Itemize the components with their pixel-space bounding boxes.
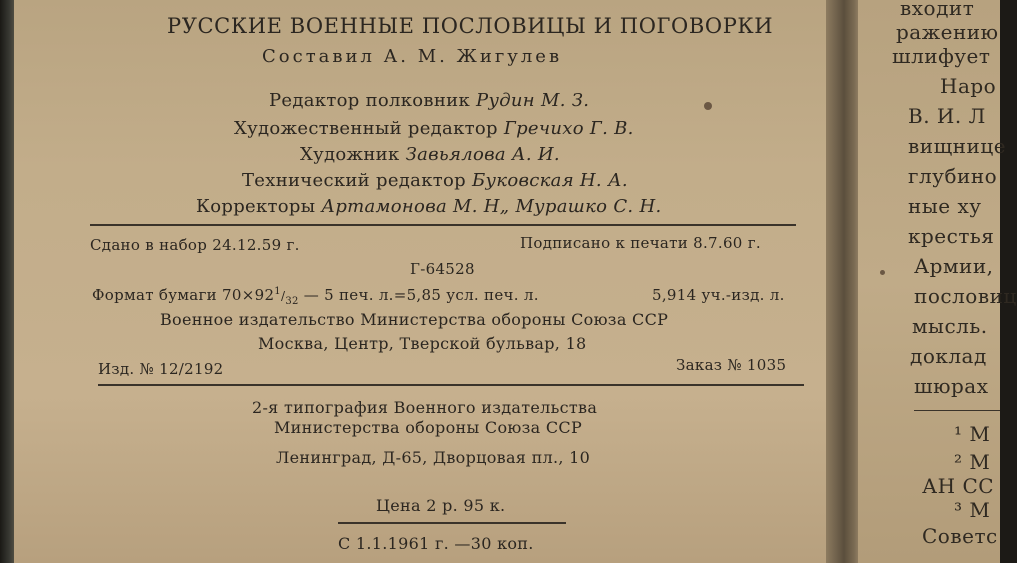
paper-format: Формат бумаги $70\times 92^1/_{32}$ — 5 печ. л.=5,85 усл. печ. л. bbox=[92, 286, 539, 307]
credit-role: Художник bbox=[300, 144, 400, 165]
book-title: РУССКИЕ ВОЕННЫЕ ПОСЛОВИЦЫ И ПОГОВОРКИ bbox=[167, 14, 774, 38]
credit-tech-editor bbox=[242, 170, 628, 191]
credit-person: Артамонова М. Н„ Мурашко С. Н. bbox=[321, 196, 662, 217]
submitted-date: Сдано в набор 24.12.59 г. bbox=[90, 236, 300, 254]
credit-proofreaders bbox=[196, 196, 661, 217]
signed-date: Подписано к печати 8.7.60 г. bbox=[520, 234, 761, 252]
publisher-address: Москва, Центр, Тверской бульвар, 18 bbox=[258, 334, 587, 353]
credit-person: Буковская Н. А. bbox=[472, 170, 628, 191]
fragment: шлифует bbox=[892, 44, 991, 68]
credit-role: Художественный редактор bbox=[234, 118, 498, 139]
publisher-sheets: 5,914 уч.-изд. л. bbox=[652, 286, 785, 304]
fragment: крестья bbox=[908, 224, 995, 248]
right-page bbox=[858, 0, 1017, 563]
credit-role: Корректоры bbox=[196, 196, 316, 217]
credit-role: Редактор полковник bbox=[269, 90, 471, 111]
left-page bbox=[14, 0, 830, 563]
ink-spot bbox=[704, 102, 712, 110]
print-code: Г-64528 bbox=[410, 260, 475, 278]
divider-price bbox=[338, 522, 566, 524]
footnote-rule bbox=[914, 410, 1000, 411]
format-rest: — 5 печ. л.=5,85 усл. печ. л. bbox=[303, 286, 539, 304]
footnote: АН СС bbox=[922, 474, 995, 498]
ink-spot bbox=[880, 270, 885, 275]
credit-editor bbox=[269, 90, 589, 111]
price: Цена 2 р. 95 к. bbox=[376, 496, 506, 515]
credit-role: Технический редактор bbox=[242, 170, 466, 191]
footnote: Советс bbox=[922, 524, 998, 548]
format-sub: 32 bbox=[285, 296, 299, 307]
fragment: Наро bbox=[940, 74, 997, 98]
publication-number: Изд. № 12/2192 bbox=[98, 360, 224, 378]
credit-art-editor bbox=[234, 118, 634, 139]
fragment: В. И. Л bbox=[908, 104, 986, 128]
fragment: ные ху bbox=[908, 194, 982, 218]
fragment: входит bbox=[900, 0, 975, 20]
fragment: шюрах bbox=[914, 374, 989, 398]
divider-top bbox=[90, 224, 796, 226]
footnote: ³ М bbox=[954, 498, 991, 522]
printer-address: Ленинград, Д-65, Дворцовая пл., 10 bbox=[276, 448, 591, 467]
fragment: Армии, bbox=[914, 254, 994, 278]
fragment: глубино bbox=[908, 164, 998, 188]
compiler-line: Составил А. М. Жигулев bbox=[262, 46, 563, 67]
credit-person: Рудин М. З. bbox=[476, 90, 590, 111]
divider-middle bbox=[98, 384, 804, 386]
fragment: мысль. bbox=[912, 314, 988, 338]
credit-person: Гречихо Г. В. bbox=[503, 118, 634, 139]
price-revised: С 1.1.1961 г. —30 коп. bbox=[338, 534, 534, 553]
order-number: Заказ № 1035 bbox=[676, 356, 787, 374]
printer-line-1: 2-я типография Военного издательства bbox=[252, 398, 598, 417]
credit-person: Завьялова А. И. bbox=[405, 144, 560, 165]
format-sup: 1 bbox=[274, 286, 281, 297]
publisher-name: Военное издательство Министерства обороны Союза ССР bbox=[160, 310, 669, 329]
footnote: ¹ М bbox=[954, 422, 991, 446]
footnote: ² М bbox=[954, 450, 991, 474]
credit-artist bbox=[300, 144, 560, 165]
fragment: вищнице bbox=[908, 134, 1007, 158]
printer-line-2: Министерства обороны Союза ССР bbox=[274, 418, 583, 437]
format-prefix: Формат бумаги 70×92 bbox=[92, 286, 275, 304]
fragment: пословиц bbox=[914, 284, 1017, 308]
fragment: доклад bbox=[910, 344, 987, 368]
fragment: ражению bbox=[896, 20, 999, 44]
